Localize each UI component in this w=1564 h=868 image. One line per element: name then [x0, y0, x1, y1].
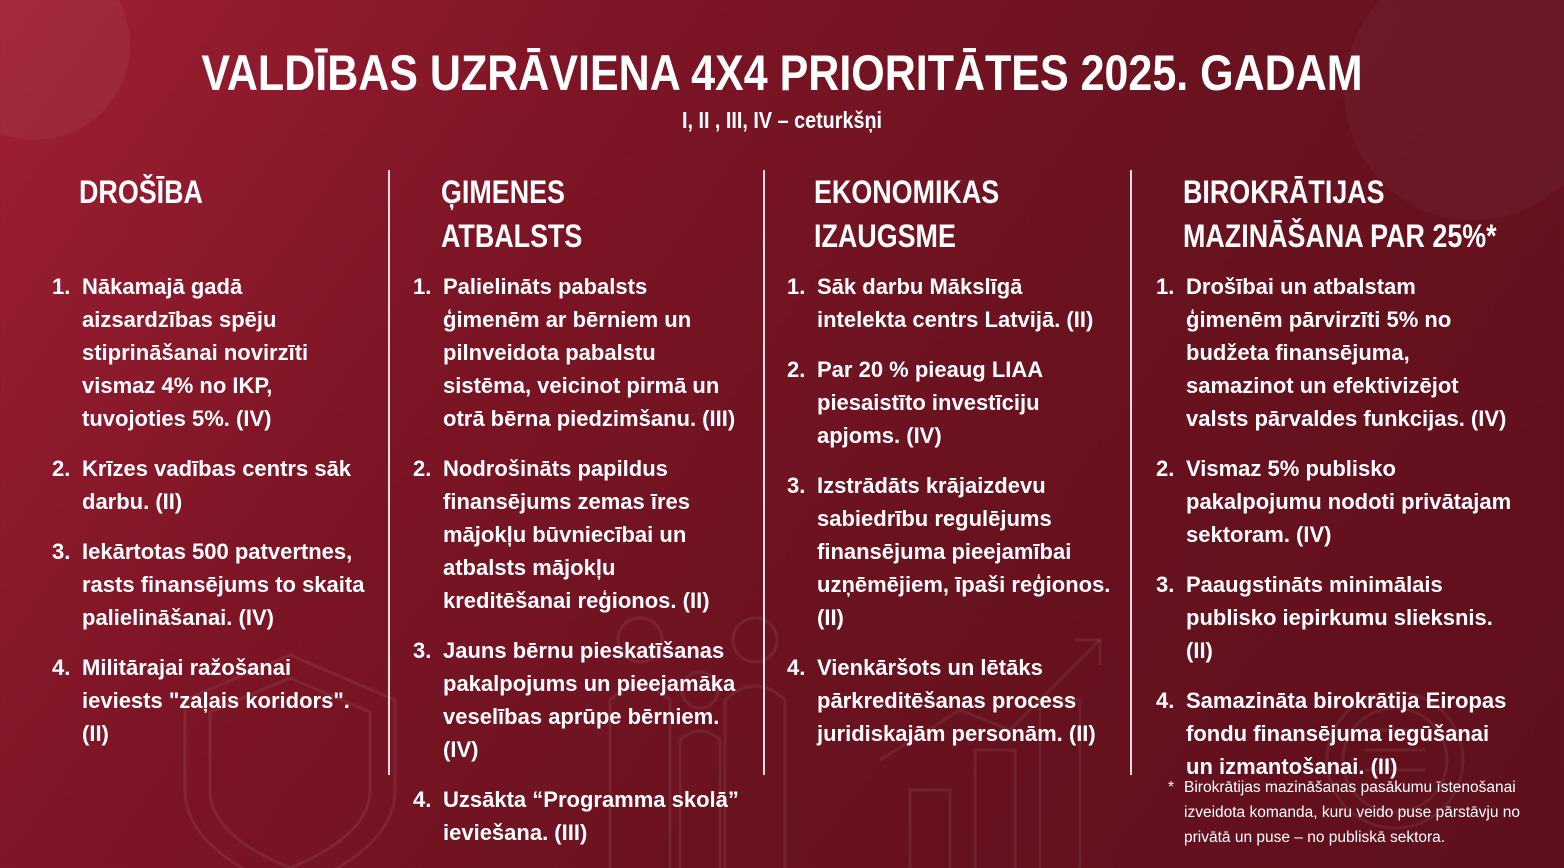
footnote-marker: *	[1168, 779, 1175, 796]
item-text: Iekārtotas 500 patvertnes, rasts finansējums to skaita palielināšanai. (IV)	[82, 539, 365, 630]
list-item	[52, 535, 377, 634]
page-subtitle: I, II , III, IV – ceturkšņi	[681, 107, 883, 133]
item-number: 3.	[52, 539, 71, 564]
list-item	[52, 651, 377, 750]
list-item	[1156, 684, 1516, 783]
footnote-text: Birokrātijas mazināšanas pasākumu īstenošanai izveidota komanda, kuru veido puse pārstāvju no privātā un puse – no publiskā sektora.	[1184, 779, 1521, 846]
item-text: Krīzes vadības centrs sāk darbu. (II)	[82, 456, 352, 514]
item-text: Drošībai un atbalstam ģimenēm pārvirzīti 5% no budžeta finansējuma, samazinot un efektivizējot valsts pārvaldes funkcijas. (IV)	[1186, 274, 1507, 431]
list-item	[787, 469, 1117, 634]
column-title: IZAUGSME	[814, 218, 956, 254]
item-text: Nākamajā gadā aizsardzības spēju stiprināšanai novirzīti vismaz 4% no IKP, tuvojoties 5%. (IV)	[82, 274, 309, 431]
list-item	[52, 452, 377, 518]
item-text: Nodrošināts papildus finansējums zemas īres mājokļu būvniecībai un atbalsts mājokļu kreditēšanai reģionos. (II)	[443, 456, 710, 613]
page-title: VALDĪBAS UZRĀVIENA 4X4 PRIORITĀTES 2025. GADAM	[201, 45, 1363, 101]
item-number: 3.	[413, 638, 432, 663]
item-text: Samazināta birokrātija Eiropas fondu finansējuma iegūšanai un izmantošanai. (II)	[1186, 688, 1507, 779]
item-text: Sāk darbu Mākslīgā intelekta centrs Latvijā. (II)	[817, 274, 1094, 332]
item-number: 2.	[413, 456, 432, 481]
item-number: 1.	[413, 274, 432, 299]
list-item	[787, 270, 1117, 336]
item-text: Izstrādāts krājaizdevu sabiedrību regulējums finansējuma pieejamībai uzņēmējiem, īpaši reģionos. (II)	[817, 473, 1111, 630]
column-title: MAZINĀŠANA PAR 25%*	[1183, 218, 1497, 254]
item-number: 4.	[413, 787, 432, 812]
column-divider	[763, 170, 765, 775]
item-text: Par 20 % pieaug LIAA piesaistīto investīciju apjoms. (IV)	[817, 357, 1043, 448]
item-number: 2.	[787, 357, 806, 382]
item-text: Vienkāršots un lētāks pārkreditēšanas process juridiskajām personām. (II)	[817, 655, 1096, 746]
list-item	[1156, 452, 1516, 551]
list-item	[1156, 568, 1516, 667]
column-divider	[388, 170, 390, 775]
list-item	[413, 634, 748, 766]
item-text: Paaugstināts minimālais publisko iepirkumu slieksnis. (II)	[1186, 572, 1493, 663]
item-text: Vismaz 5% publisko pakalpojumu nodoti privātajam sektoram. (IV)	[1186, 456, 1512, 547]
item-number: 4.	[52, 655, 71, 680]
item-text: Palielināts pabalsts ģimenēm ar bērniem un pilnveidota pabalstu sistēma, veicinot pirmā un otrā bērna piedzimšanu. (III)	[443, 274, 736, 431]
priority-list	[413, 270, 748, 866]
column-title: BIROKRĀTIJAS	[1183, 174, 1385, 210]
list-item	[413, 270, 748, 435]
list-item	[413, 783, 748, 849]
item-number: 1.	[1156, 274, 1175, 299]
column-title: ATBALSTS	[441, 218, 583, 254]
item-number: 1.	[787, 274, 806, 299]
list-item	[787, 353, 1117, 452]
column-title: ĢIMENES	[441, 174, 565, 210]
list-item	[413, 452, 748, 617]
item-number: 4.	[1156, 688, 1175, 713]
item-text: Jauns bērnu pieskatīšanas pakalpojums un pieejamāka veselības aprūpe bērniem. (IV)	[443, 638, 736, 762]
item-number: 2.	[52, 456, 71, 481]
column-title: EKONOMIKAS	[814, 174, 1000, 210]
item-text: Militārajai ražošanai ieviests "zaļais koridors". (II)	[82, 655, 350, 746]
priority-list	[1156, 270, 1516, 800]
list-item	[52, 270, 377, 435]
priority-list	[52, 270, 377, 767]
item-number: 3.	[1156, 572, 1175, 597]
footnote	[1168, 775, 1564, 850]
item-number: 4.	[787, 655, 806, 680]
item-number: 3.	[787, 473, 806, 498]
column-title: DROŠĪBA	[79, 174, 203, 210]
item-text: Uzsākta “Programma skolā” ieviešana. (III)	[443, 787, 739, 845]
item-number: 2.	[1156, 456, 1175, 481]
list-item	[1156, 270, 1516, 435]
list-item	[787, 651, 1117, 750]
item-number: 1.	[52, 274, 71, 299]
priority-list	[787, 270, 1117, 767]
column-divider	[1130, 170, 1132, 775]
